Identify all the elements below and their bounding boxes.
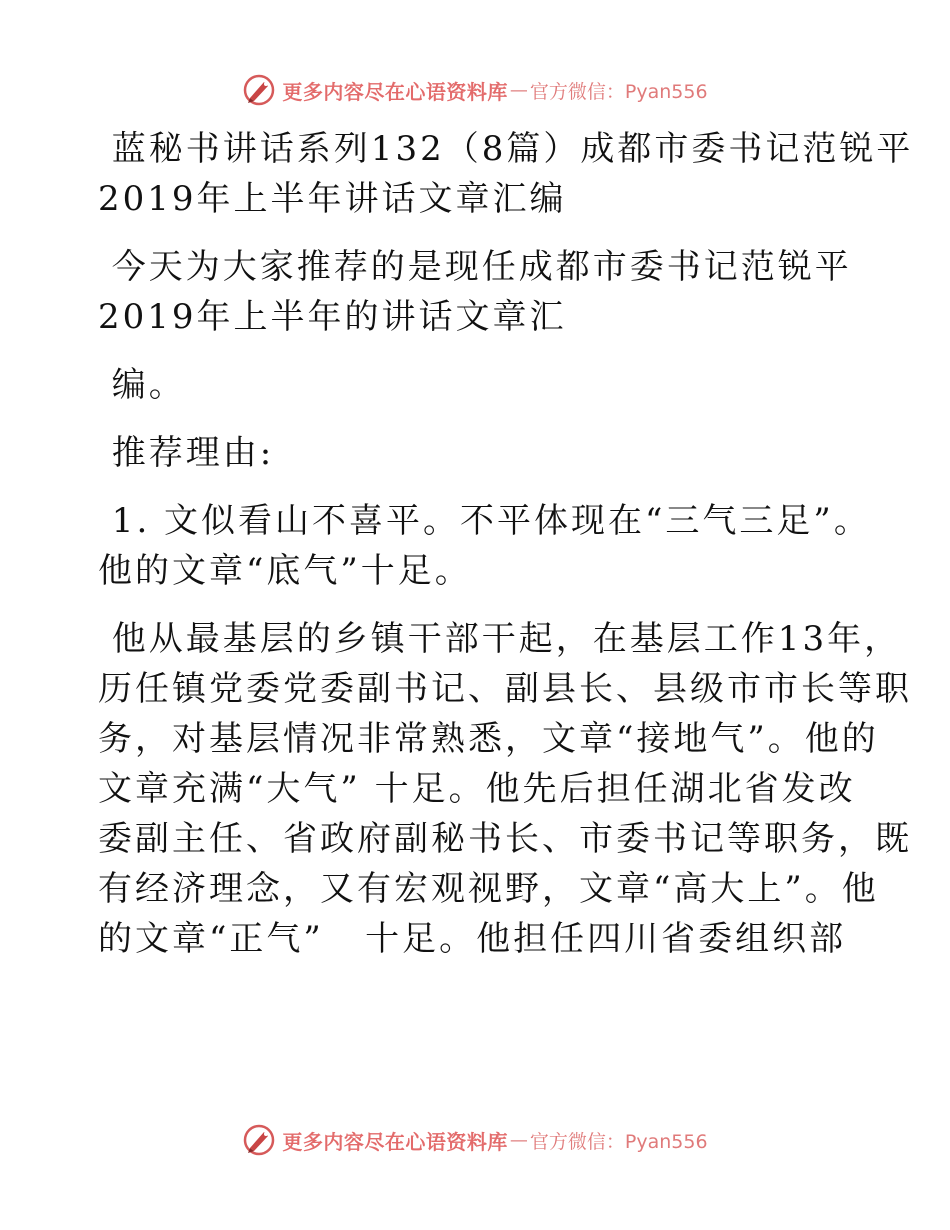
header-watermark-banner [0, 70, 950, 110]
pen-logo-icon [242, 73, 276, 107]
reason-1-line-2: 他的文章“底气”十足。 [98, 551, 472, 591]
intro-line-1: 今天为大家推荐的是现任成都市委书记范锐平 [98, 247, 852, 287]
body-line-7: 的文章“正气” 十足。他担任四川省委组织部 [98, 919, 847, 959]
body-line-4: 文章充满“大气” 十足。他先后担任湖北省发改 [98, 769, 856, 809]
document-body [98, 124, 914, 964]
reason-heading: 推荐理由: [98, 433, 275, 473]
reason-1-line-1: 1. 文似看山不喜平。不平体现在“三气三足”。 [98, 501, 871, 541]
body-line-2: 历任镇党委党委副书记、副县长、县级市市长等职 [98, 669, 912, 709]
footer-watermark-banner [0, 1120, 950, 1160]
body-line-5: 委副主任、省政府副秘书长、市委书记等职务，既 [98, 819, 912, 859]
banner-wechat: 官方微信：Pyan556 [529, 80, 708, 103]
body-line-1: 他从最基层的乡镇干部干起，在基层工作13年， [98, 619, 902, 659]
banner-dash: — [509, 79, 528, 101]
banner-text: 更多内容尽在心语资料库 [282, 79, 508, 104]
title-line-1: 蓝秘书讲话系列132（8篇）成都市委书记范锐平 [98, 129, 914, 169]
title-line-2: 2019年上半年讲话文章汇编 [98, 179, 567, 219]
banner-dash: — [509, 1129, 528, 1151]
pen-logo-icon [242, 1123, 276, 1157]
body-line-6: 有经济理念，又有宏观视野，文章“高大上”。他 [98, 869, 879, 909]
banner-wechat: 官方微信：Pyan556 [529, 1130, 708, 1153]
intro-line-2: 2019年上半年的讲话文章汇 [98, 297, 567, 337]
intro-line-3: 编。 [98, 365, 186, 405]
body-line-3: 务，对基层情况非常熟悉，文章“接地气”。他的 [98, 719, 879, 759]
banner-text: 更多内容尽在心语资料库 [282, 1129, 508, 1154]
